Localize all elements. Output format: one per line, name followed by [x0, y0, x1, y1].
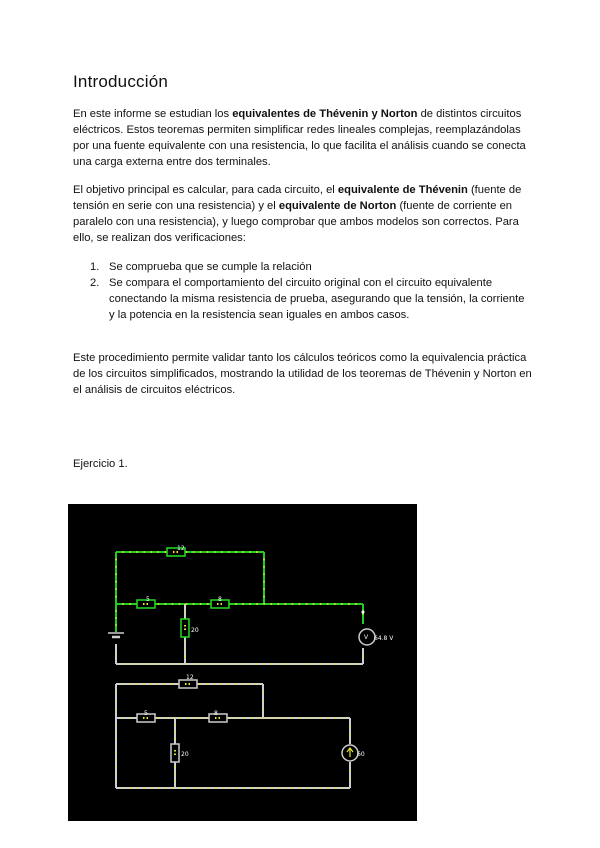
current-dot [172, 663, 174, 665]
current-dot [320, 603, 322, 605]
current-dot [115, 752, 117, 754]
current-dot [179, 787, 181, 789]
current-dot [184, 611, 186, 613]
exercise-label: Ejercicio 1. [73, 458, 128, 470]
list-item [73, 259, 533, 275]
current-dot [313, 603, 315, 605]
current-dot [150, 663, 152, 665]
current-dot [115, 653, 117, 655]
current-dot [115, 759, 117, 761]
current-dot [307, 787, 309, 789]
current-dot [341, 603, 343, 605]
objective-paragraph [73, 182, 533, 246]
resistor [179, 680, 197, 688]
current-dot [193, 787, 195, 789]
current-dot [206, 683, 208, 685]
current-dot [229, 787, 231, 789]
current-dot [172, 603, 174, 605]
current-dot [174, 773, 176, 775]
current-dot [115, 610, 117, 612]
current-dot [200, 551, 202, 553]
voltmeter-symbol: V [364, 634, 369, 641]
intro-bold-1: equivalentes de Thévenin y Norton [232, 108, 418, 120]
terminal-marker [362, 611, 365, 614]
current-dot [200, 603, 202, 605]
current-dot [172, 787, 174, 789]
current-dot [334, 663, 336, 665]
current-dot [158, 717, 160, 719]
current-dot [115, 773, 117, 775]
current-dot [172, 717, 174, 719]
current-dot [174, 766, 176, 768]
current-dot [328, 717, 330, 719]
current-dot [349, 726, 351, 728]
list-item-text: Se compara el comportamiento del circuito original con el circuito equivalente conectando la misma resistencia de prueba, asegurando que la tensión, la corriente y la potencia en la resistencia sean iguales en ambos casos. [109, 277, 525, 321]
current-dot [300, 787, 302, 789]
current-dot [129, 683, 131, 685]
current-dot [186, 663, 188, 665]
current-dot [306, 603, 308, 605]
list-item-number: 1. [90, 261, 100, 273]
objective-bold-norton: equivalente de Norton [278, 200, 397, 212]
current-dot [150, 683, 152, 685]
current-dot [222, 787, 224, 789]
current-dot [285, 787, 287, 789]
current-dot [243, 717, 245, 719]
current-dot [200, 663, 202, 665]
list-item-text: Se comprueba que se cumple la relación [109, 261, 312, 273]
current-dot [278, 787, 280, 789]
top-resistor-12-label: 12 [177, 545, 185, 552]
current-dot [186, 603, 188, 605]
current-dot [122, 603, 124, 605]
top-resistor-20-label: 20 [191, 627, 199, 634]
current-dot [257, 717, 259, 719]
current-dot [129, 603, 131, 605]
current-dot [264, 787, 266, 789]
current-dot [115, 581, 117, 583]
current-dot [262, 709, 264, 711]
current-dot [115, 573, 117, 575]
current-dot [122, 717, 124, 719]
current-dot [143, 663, 145, 665]
current-dot [262, 692, 264, 694]
current-dot [257, 787, 259, 789]
current-dot [263, 566, 265, 568]
current-dot [242, 663, 244, 665]
current-dot [129, 663, 131, 665]
current-dot [292, 787, 294, 789]
current-dot [150, 551, 152, 553]
current-dot [214, 787, 216, 789]
current-dot [207, 787, 209, 789]
current-dot [115, 588, 117, 590]
current-dot [158, 787, 160, 789]
current-dot [157, 551, 159, 553]
current-dot [348, 663, 350, 665]
current-dot [200, 717, 202, 719]
current-dot [228, 663, 230, 665]
current-dot [278, 663, 280, 665]
objective-bold-thevenin: equivalente de Thévenin [337, 184, 468, 196]
current-dot [285, 663, 287, 665]
current-dot [171, 683, 173, 685]
current-dot [263, 596, 265, 598]
top-resistor-8-label: 8 [218, 596, 222, 603]
current-dot [355, 603, 357, 605]
current-dot [174, 724, 176, 726]
current-dot [249, 551, 251, 553]
current-dot [122, 663, 124, 665]
current-dot [184, 656, 186, 658]
current-dot [249, 603, 251, 605]
current-dot [362, 655, 364, 657]
current-dot [129, 551, 131, 553]
current-dot [235, 603, 237, 605]
current-dot [313, 663, 315, 665]
current-dot [241, 683, 243, 685]
current-dot [234, 683, 236, 685]
objective-text-2: (fuente de tensión en serie con una resistencia) y el [73, 184, 522, 212]
current-dot [250, 787, 252, 789]
resistor [209, 714, 227, 722]
list-item-number: 2. [90, 277, 100, 289]
top-resistor-5-label: 5 [146, 596, 150, 603]
current-dot [271, 717, 273, 719]
current-dot [335, 787, 337, 789]
bottom-resistor-12-label: 12 [186, 674, 194, 681]
current-dot [174, 731, 176, 733]
current-dot [184, 648, 186, 650]
current-dot [115, 692, 117, 694]
current-dot [115, 617, 117, 619]
current-dot [221, 663, 223, 665]
current-dot [263, 663, 265, 665]
intro-text-2: de distintos circuitos eléctricos. Estos teoremas permiten simplificar redes lineales complejas, reemplazándolas por una fuente equivalente con una resistencia, lo que facilita el análisis cuando se conecta una carga externa entre dos terminales. [73, 108, 526, 168]
bottom-resistor-5-label: 5 [144, 710, 148, 717]
current-dot [165, 603, 167, 605]
current-dot [186, 787, 188, 789]
current-dot [174, 738, 176, 740]
current-dot [292, 663, 294, 665]
current-dot [144, 787, 146, 789]
current-dot [321, 717, 323, 719]
current-dot [151, 787, 153, 789]
circuit-figure [68, 504, 417, 821]
current-dot [256, 551, 258, 553]
current-dot [115, 766, 117, 768]
current-dot [136, 683, 138, 685]
current-dot [228, 551, 230, 553]
current-dot [165, 787, 167, 789]
current-dot [213, 683, 215, 685]
current-dot [327, 603, 329, 605]
current-dot [292, 603, 294, 605]
current-dot [299, 603, 301, 605]
current-dot [307, 717, 309, 719]
current-dot [227, 683, 229, 685]
current-dot [115, 745, 117, 747]
current-dot [129, 787, 131, 789]
intro-paragraph [73, 106, 533, 170]
current-dot [271, 787, 273, 789]
bottom-resistor-8-label: 8 [214, 710, 218, 717]
current-dot [250, 717, 252, 719]
current-dot [263, 581, 265, 583]
current-dot [349, 735, 351, 737]
resistor [181, 619, 189, 637]
current-dot [236, 787, 238, 789]
current-dot [122, 787, 124, 789]
current-dot [158, 663, 160, 665]
current-dot [256, 603, 258, 605]
current-dot [242, 603, 244, 605]
current-dot [264, 717, 266, 719]
current-dot [115, 731, 117, 733]
resistor [171, 744, 179, 762]
current-dot [129, 717, 131, 719]
section-heading: Introducción [73, 72, 169, 91]
current-dot [235, 551, 237, 553]
current-dot [341, 663, 343, 665]
current-dot [300, 717, 302, 719]
current-dot [235, 663, 237, 665]
current-dot [143, 683, 145, 685]
current-dot [199, 683, 201, 685]
current-dot [214, 663, 216, 665]
current-dot [115, 724, 117, 726]
voltmeter-reading: 64.8 V [374, 635, 394, 642]
current-dot [278, 717, 280, 719]
current-dot [248, 683, 250, 685]
current-dot [263, 603, 265, 605]
current-dot [193, 663, 195, 665]
current-dot [314, 787, 316, 789]
current-dot [242, 551, 244, 553]
current-dot [278, 603, 280, 605]
current-dot [164, 683, 166, 685]
current-dot [207, 603, 209, 605]
current-dot [285, 603, 287, 605]
current-dot [193, 551, 195, 553]
objective-text-3: (fuente de corriente en paralelo con una resistencia), y luego comprobar que ambos modelos son correctos. Para ello, se realizan dos verificaciones: [73, 200, 519, 244]
current-dot [186, 717, 188, 719]
current-dot [263, 559, 265, 561]
current-dot [207, 551, 209, 553]
current-dot [157, 683, 159, 685]
verification-list [73, 259, 533, 323]
current-dot [193, 603, 195, 605]
current-dot [314, 717, 316, 719]
current-dot [334, 603, 336, 605]
current-dot [179, 603, 181, 605]
current-dot [115, 700, 117, 702]
bottom-resistor-20-label: 20 [181, 751, 189, 758]
conclusion-paragraph: Este procedimiento permite validar tanto los cálculos teóricos como la equivalencia práctica de los circuitos simplificados, mostrando la utilidad de los teoremas de Thévenin y Norton en el análisis de circuitos eléctricos. [73, 352, 532, 396]
current-dot [220, 683, 222, 685]
current-dot [136, 787, 138, 789]
current-dot [263, 588, 265, 590]
current-dot [115, 780, 117, 782]
current-dot [115, 738, 117, 740]
current-dot [349, 770, 351, 772]
current-dot [320, 663, 322, 665]
current-dot [115, 596, 117, 598]
current-dot [270, 663, 272, 665]
circuit-diagram [68, 504, 417, 821]
current-dot [165, 663, 167, 665]
current-dot [285, 717, 287, 719]
current-dot [328, 787, 330, 789]
current-dot [342, 717, 344, 719]
current-dot [355, 663, 357, 665]
current-dot [115, 566, 117, 568]
current-dot [214, 551, 216, 553]
current-dot [158, 603, 160, 605]
current-dot [136, 663, 138, 665]
current-dot [179, 717, 181, 719]
current-dot [165, 551, 167, 553]
current-dot [270, 603, 272, 605]
current-dot [115, 709, 117, 711]
intro-text-1: En este informe se estudian los [73, 108, 233, 120]
list-item [73, 275, 533, 323]
current-dot [348, 603, 350, 605]
current-dot [229, 717, 231, 719]
current-dot [256, 663, 258, 665]
current-dot [143, 551, 145, 553]
current-dot [184, 641, 186, 643]
current-dot [193, 717, 195, 719]
current-dot [263, 573, 265, 575]
objective-text-1: El objetivo principal es calcular, para cada circuito, el [73, 184, 338, 196]
current-dot [165, 717, 167, 719]
current-dot [299, 663, 301, 665]
current-dot [174, 780, 176, 782]
current-dot [122, 551, 124, 553]
current-dot [262, 700, 264, 702]
current-dot [221, 551, 223, 553]
current-dot [179, 663, 181, 665]
current-dot [255, 683, 257, 685]
current-dot [321, 787, 323, 789]
current-dot [200, 787, 202, 789]
current-dot [342, 787, 344, 789]
current-dot [115, 624, 117, 626]
current-dot [249, 663, 251, 665]
current-dot [115, 559, 117, 561]
current-dot [243, 787, 245, 789]
current-dot [207, 663, 209, 665]
current-dot [122, 683, 124, 685]
current-dot [186, 551, 188, 553]
current-source-value: 60 [357, 751, 365, 758]
current-dot [327, 663, 329, 665]
current-dot [236, 717, 238, 719]
current-dot [306, 663, 308, 665]
current-dot [136, 551, 138, 553]
current-dot [292, 717, 294, 719]
current-dot [349, 779, 351, 781]
current-dot [335, 717, 337, 719]
